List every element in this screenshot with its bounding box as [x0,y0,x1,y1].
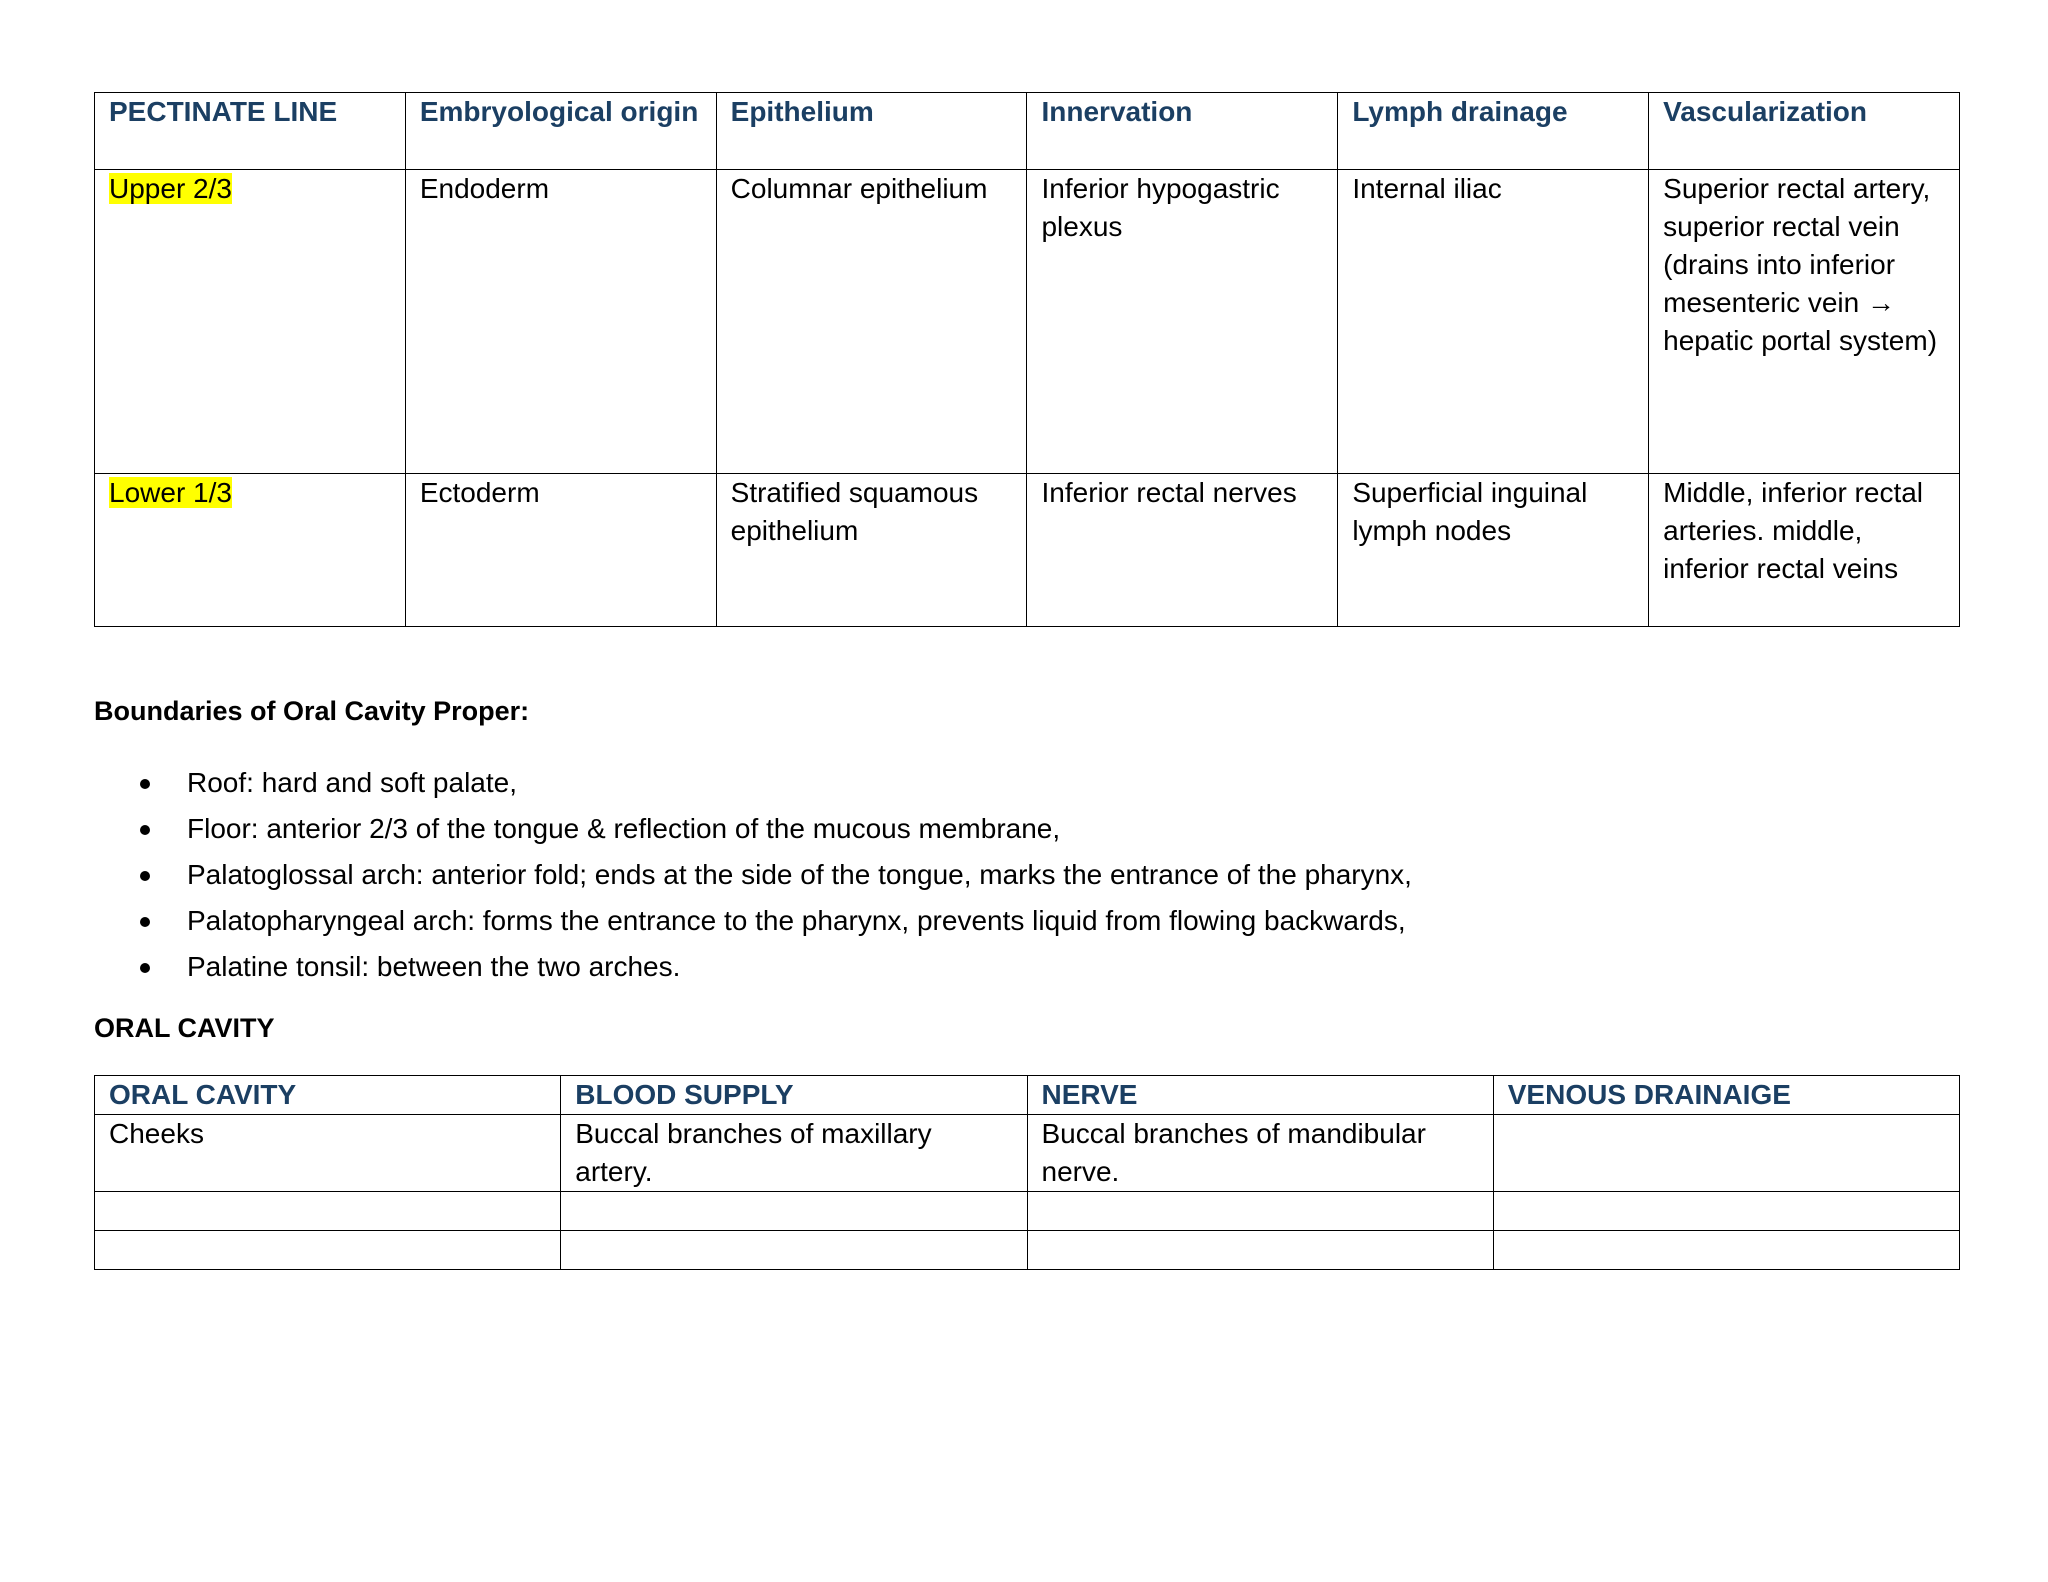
bullet-icon [140,871,150,881]
cell-nerve: Buccal branches of mandibular nerve. [1027,1115,1493,1192]
bullet-icon [140,963,150,973]
header-venous-drainage: VENOUS DRAINAIGE [1493,1076,1959,1115]
table-row [95,474,1960,627]
list-item-text: Palatine tonsil: between the two arches. [187,951,681,982]
cell-structure [95,1192,561,1231]
cell-venous-drainage [1493,1192,1959,1231]
list-item-text: Roof: hard and soft palate, [187,767,517,798]
pectinate-table-container [94,92,1960,627]
cell-vascularization: Superior rectal artery, superior rectal vein (drains into inferior mesenteric vein → hepatic portal system) [1649,170,1960,474]
header-blood-supply: BLOOD SUPPLY [561,1076,1027,1115]
header-nerve: NERVE [1027,1076,1493,1115]
list-item [94,760,1412,806]
list-item [94,944,1412,990]
header-epithelium: Epithelium [716,93,1027,170]
boundaries-list [94,760,1412,990]
highlighted-region-label: Lower 1/3 [109,477,232,508]
cell-nerve [1027,1231,1493,1270]
header-pectinate-line: PECTINATE LINE [95,93,406,170]
header-lymph-drainage: Lymph drainage [1338,93,1649,170]
list-item-text: Palatoglossal arch: anterior fold; ends at the side of the tongue, marks the entrance of the pharynx, [187,859,1412,890]
cell-origin: Ectoderm [405,474,716,627]
header-vascularization: Vascularization [1649,93,1960,170]
list-item-text: Floor: anterior 2/3 of the tongue & reflection of the mucous membrane, [187,813,1061,844]
bullet-icon [140,779,150,789]
cell-blood-supply: Buccal branches of maxillary artery. [561,1115,1027,1192]
list-item [94,852,1412,898]
oral-cavity-heading: ORAL CAVITY [94,1013,275,1043]
oral-cavity-table [94,1075,1960,1270]
cell-innervation: Inferior rectal nerves [1027,474,1338,627]
cell-region [95,170,406,474]
pectinate-line-table [94,92,1960,627]
table-row [95,1192,1960,1231]
bullet-icon [140,825,150,835]
table-row [95,1231,1960,1270]
list-item [94,806,1412,852]
list-item-text: Palatopharyngeal arch: forms the entrance to the pharynx, prevents liquid from flowing backwards, [187,905,1406,936]
cell-nerve [1027,1192,1493,1231]
cell-epithelium: Columnar epithelium [716,170,1027,474]
list-item [94,898,1412,944]
highlighted-region-label: Upper 2/3 [109,173,232,204]
cell-region [95,474,406,627]
cell-blood-supply [561,1192,1027,1231]
cell-origin: Endoderm [405,170,716,474]
cell-lymph: Internal iliac [1338,170,1649,474]
cell-lymph: Superficial inguinal lymph nodes [1338,474,1649,627]
cell-vascularization: Middle, inferior rectal arteries. middle, inferior rectal veins [1649,474,1960,627]
header-oral-cavity: ORAL CAVITY [95,1076,561,1115]
cell-epithelium: Stratified squamous epithelium [716,474,1027,627]
oral-cavity-table-container [94,1075,1960,1270]
table-row [95,1115,1960,1192]
cell-structure: Cheeks [95,1115,561,1192]
cell-innervation: Inferior hypogastric plexus [1027,170,1338,474]
table-header-row [95,93,1960,170]
header-embryological-origin: Embryological origin [405,93,716,170]
table-row [95,170,1960,474]
bullet-icon [140,917,150,927]
boundaries-heading: Boundaries of Oral Cavity Proper: [94,696,530,726]
cell-venous-drainage [1493,1231,1959,1270]
table-header-row [95,1076,1960,1115]
header-innervation: Innervation [1027,93,1338,170]
cell-structure [95,1231,561,1270]
cell-venous-drainage [1493,1115,1959,1192]
cell-blood-supply [561,1231,1027,1270]
